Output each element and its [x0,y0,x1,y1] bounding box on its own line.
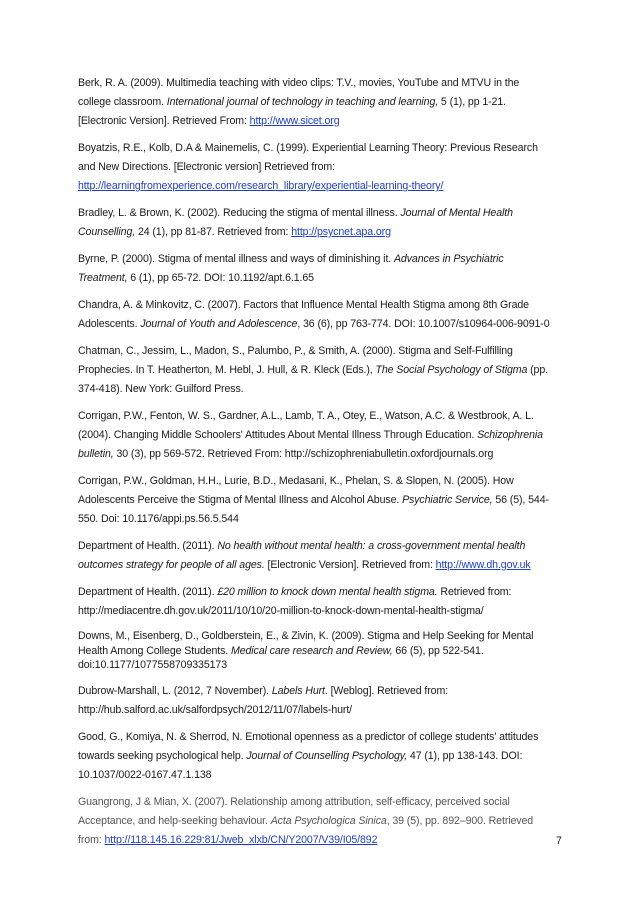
reference-line [78,250,570,269]
reference-entry [78,472,570,529]
reference-italic-text: Medical care research and Review, [230,644,393,657]
reference-line [78,491,570,510]
reference-line [78,831,570,850]
reference-link[interactable]: http://learningfromexperience.com/research_library/experiential-learning-theory/ [78,180,444,192]
reference-line [78,793,570,812]
reference-line [78,223,570,242]
reference-text: 6 (1), pp 65-72. DOI: 10.1192/apt.6.1.65 [127,272,314,284]
reference-italic-text: £20 million to knock down mental health stigma. [217,586,438,598]
reference-italic-text: Journal of Youth and Adolescence [140,318,298,330]
reference-text: Adolescents Perceive the Stigma of Mental Illness and Alcohol Abuse. [78,494,403,506]
reference-text: 550. Doi: 10.1176/appi.ps.56.5.544 [78,513,239,525]
reference-line [78,766,570,785]
reference-line [78,74,570,93]
reference-line [78,426,570,445]
reference-text: Bradley, L. & Brown, K. (2002). Reducing the stigma of mental illness. [78,207,401,219]
reference-list [78,74,570,858]
reference-text: 5 (1), pp 1-21. [438,96,506,108]
reference-entry [78,74,570,131]
reference-text: 374-418). New York: Guilford Press. [78,383,244,395]
reference-text: Prophecies. In T. Heatherton, M. Hebl, J. Hull, & R. Kleck (Eds.), [78,364,376,376]
reference-text: Corrigan, P.W., Goldman, H.H., Lurie, B.D., Medasani, K., Phelan, S. & Slopen, N. (2005). How [78,475,514,487]
reference-italic-text: Psychiatric Service, [402,494,493,506]
reference-entry [78,296,570,334]
reference-line [78,510,570,529]
reference-text: Corrigan, P.W., Fenton, W. S., Gardner, A.L., Lamb, T. A., Otey, E., Watson, A.C. & Westbrook, A. L. [78,410,534,422]
reference-text: and New Directions. [Electronic version] Retrieved from: [78,161,335,173]
reference-line [78,380,570,399]
reference-line [78,315,570,334]
reference-text: 30 (3), pp 569-572. Retrieved From: http://schizophreniabulletin.oxfordjournals.org [113,448,494,460]
reference-text: http://mediacentre.dh.gov.uk/2011/10/10/20-million-to-knock-down-mental-health-stigma/ [78,605,484,617]
reference-line [78,583,570,602]
reference-text: Good, G., Komiya, N. & Sherrod, N. Emotional openness as a predictor of college students' attitudes [78,730,539,743]
reference-text: , 39 (5), pp. 892–900. Retrieved [386,814,534,827]
reference-entry [78,250,570,288]
reference-text: Dubrow-Marshall, L. (2012, 7 November). [78,684,272,697]
reference-entry [78,139,570,196]
reference-line [78,812,570,831]
reference-text: Retrieved from: [437,586,512,598]
reference-line [78,682,570,701]
reference-italic-text: Treatment, [78,272,128,284]
reference-line [78,728,570,747]
reference-line [78,93,570,112]
reference-line [78,139,570,158]
reference-line [78,407,570,426]
reference-entry [78,793,570,850]
reference-text: towards seeking psychological help. [78,749,247,762]
reference-italic-text: Acta Psychologica Sinica [270,814,387,827]
reference-entry [78,204,570,242]
reference-entry [78,629,570,673]
reference-text: Department of Health. (2011). [78,586,218,598]
reference-text: (pp. [527,364,548,376]
reference-text: Acceptance, and help-seeking behaviour. [78,814,271,827]
reference-line [78,296,570,315]
reference-text: Chandra, A. & Minkovitz, C. (2007). Factors that Influence Mental Health Stigma among 8th Grade [78,299,529,311]
reference-line [78,177,570,196]
reference-entry [78,407,570,464]
reference-italic-text: outcomes strategy for people of all ages. [78,559,265,571]
reference-text: Health Among College Students. [78,644,231,657]
reference-text: Boyatzis, R.E., Kolb, D.A & Mainemelis, C. (1999). Experiential Learning Theory: Previous Research [78,142,538,154]
reference-line [78,602,570,621]
reference-text: Berk, R. A. (2009). Multimedia teaching with video clips: T.V., movies, YouTube and MTVU in the [78,77,520,89]
reference-text: doi:10.1177/1077558709335173 [78,659,227,671]
reference-italic-text: bulletin, [78,448,114,460]
reference-text: Chatman, C., Jessim, L., Madon, S., Palumbo, P., & Smith, A. (2000). Stigma and Self-Fulfilling [78,345,513,357]
reference-text: Byrne, P. (2000). Stigma of mental illness and ways of diminishing it. [78,253,394,265]
reference-text: Guangrong, J & Mian, X. (2007). Relationship among attribution, self-efficacy, perceived social [78,795,510,808]
reference-entry [78,537,570,575]
reference-entry [78,342,570,399]
reference-line [78,472,570,491]
reference-italic-text: Counselling, [78,226,136,238]
reference-link[interactable]: http://www.dh.gov.uk [435,559,531,571]
reference-link[interactable]: http://www.sicet.org [249,115,340,127]
reference-line [78,269,570,288]
page-number: 7 [556,835,562,847]
reference-text: . [Weblog]. Retrieved from: [324,684,449,697]
reference-italic-text: Journal of Counselling Psychology, [246,749,408,762]
reference-text: 47 (1), pp 138-143. DOI: [407,749,523,762]
reference-line [78,658,570,673]
reference-entry [78,583,570,621]
reference-line [78,644,570,659]
reference-text: 10.1037/0022-0167.47.1.138 [78,768,212,781]
reference-text: 66 (5), pp 522-541. [392,644,484,657]
reference-text: , 36 (6), pp 763-774. DOI: 10.1007/s10964-006-9091-0 [297,318,550,330]
reference-line [78,112,570,131]
reference-text: [Electronic Version]. Retrieved from: [264,559,436,571]
reference-text: college classroom. [78,96,167,108]
reference-text: http://hub.salford.ac.uk/salfordpsych/2012/11/07/labels-hurt/ [78,703,353,716]
reference-italic-text: Advances in Psychiatric [393,253,504,265]
reference-italic-text: No health without mental health: a cross-government mental health [217,540,526,552]
reference-italic-text: Journal of Mental Health [400,207,513,219]
reference-link[interactable]: http://psycnet.apa.org [291,226,391,238]
reference-line [78,556,570,575]
reference-line [78,445,570,464]
reference-text: from: [78,833,105,846]
reference-text: Department of Health. (2011). [78,540,218,552]
reference-italic-text: The Social Psychology of Stigma [375,364,528,376]
reference-text: 56 (5), 544- [492,494,549,506]
reference-line [78,629,570,644]
reference-line [78,701,570,720]
reference-link[interactable]: http://118.145.16.229:81/Jweb_xlxb/CN/Y2007/V39/I05/892 [104,833,378,846]
reference-italic-text: Schizophrenia [477,429,543,441]
reference-entry [78,728,570,785]
reference-text: 24 (1), pp 81-87. Retrieved from: [135,226,292,238]
reference-italic-text: International journal of technology in teaching and learning, [166,96,439,108]
reference-line [78,747,570,766]
reference-text: Adolescents. [78,318,141,330]
reference-text: [Electronic Version]. Retrieved From: [78,115,250,127]
reference-italic-text: Labels Hurt [271,684,325,697]
reference-text: Downs, M., Eisenberg, D., Goldberstein, E., & Zivin, K. (2009). Stigma and Help Seeking for Mental [78,630,534,642]
reference-line [78,537,570,556]
reference-line [78,342,570,361]
reference-line [78,204,570,223]
reference-line [78,361,570,380]
reference-line [78,158,570,177]
reference-entry [78,682,570,720]
reference-text: (2004). Changing Middle Schoolers' Attitudes About Mental Illness Through Education. [78,429,478,441]
